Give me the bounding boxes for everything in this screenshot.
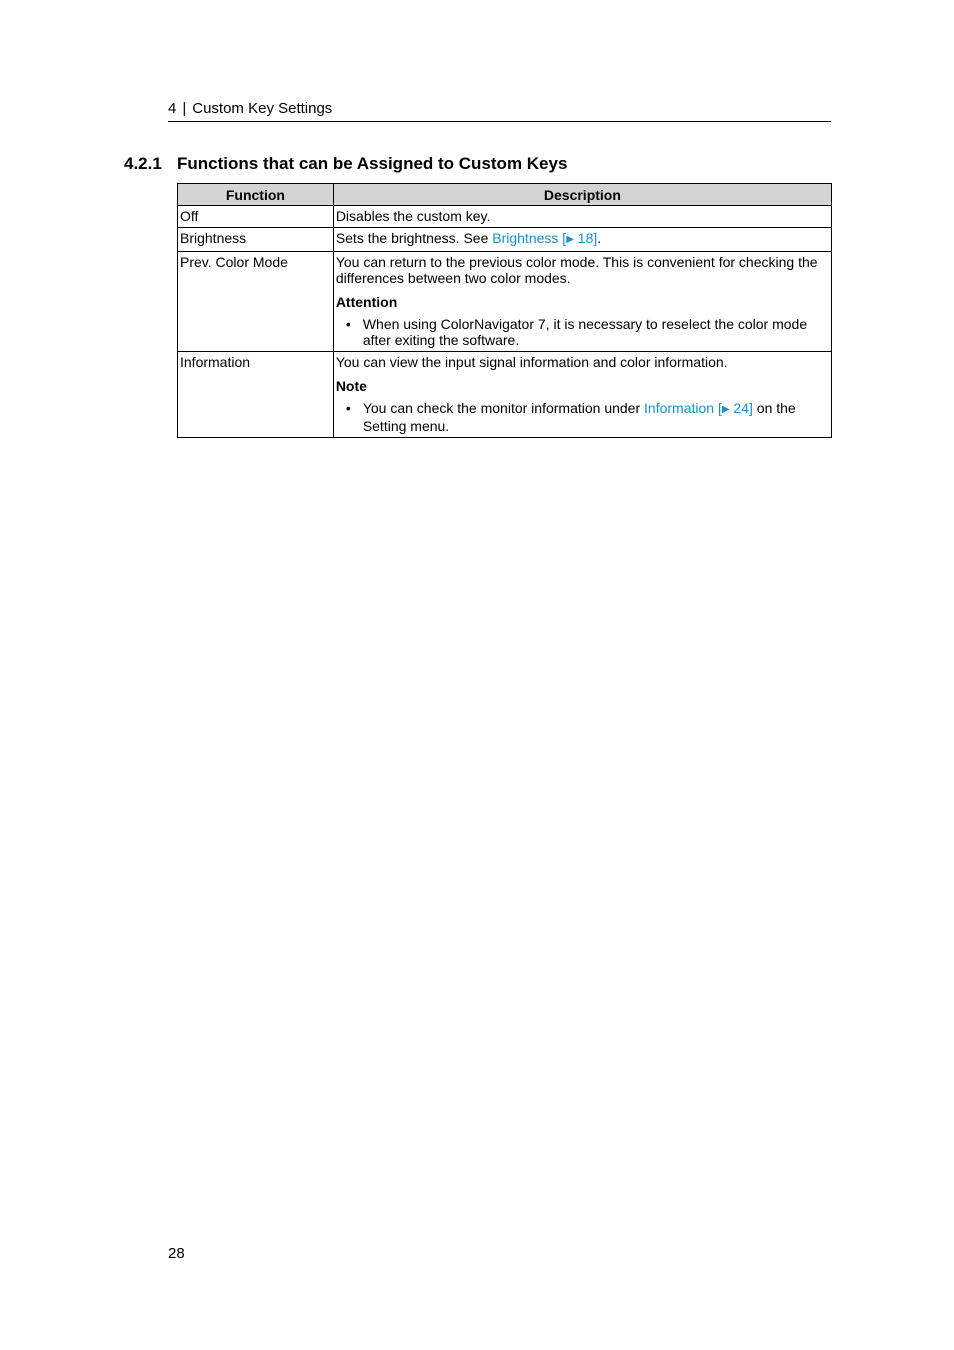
section-heading [124, 153, 567, 175]
description-text: You can view the input signal information and color information. [335, 354, 728, 370]
brightness-link[interactable] [492, 230, 597, 246]
description-cell: Disables the custom key. [333, 206, 831, 228]
note-list [336, 400, 829, 434]
play-triangle-icon: ▶ [566, 234, 574, 245]
link-text: Brightness [492, 230, 559, 246]
description-cell [333, 352, 831, 438]
page-number: 28 [168, 1245, 185, 1262]
description-text: Sets the brightness. See [335, 230, 493, 246]
link-bracket: [ [714, 400, 722, 416]
link-text: Information [644, 400, 715, 416]
function-cell: Brightness [178, 228, 334, 252]
table-row-brightness [178, 228, 832, 252]
header-separator: | [182, 100, 187, 117]
description-cell [333, 228, 831, 252]
list-item [363, 400, 829, 434]
description-cell [333, 252, 831, 352]
description-suffix: . [597, 230, 602, 246]
function-cell: Prev. Color Mode [178, 252, 334, 352]
table-row-prev-color-mode [178, 252, 832, 352]
bullet-text: You can check the monitor information under [362, 400, 645, 416]
chapter-title: Custom Key Settings [192, 100, 333, 117]
function-cell: Off [178, 206, 334, 228]
link-page: 18] [573, 230, 598, 246]
bullet-suffix: on the Setting menu. [362, 400, 796, 434]
table-header-row [178, 184, 832, 206]
description-text: You can return to the previous color mode. This is convenient for checking the differences between two color modes. [335, 254, 818, 286]
list-item: • When using ColorNavigator 7, it is necessary to reselect the color mode after exiting the software. [363, 316, 829, 348]
column-header-description: Description [333, 184, 831, 206]
table-row-off [178, 206, 832, 228]
attention-title: Attention [335, 294, 398, 310]
section-number: 4.2.1 [124, 154, 162, 173]
information-link[interactable] [644, 400, 753, 416]
note-title: Note [335, 378, 367, 394]
section-title: Functions that can be Assigned to Custom Keys [177, 154, 568, 173]
link-page: 24] [729, 400, 753, 416]
attention-list [336, 316, 829, 348]
play-triangle-icon: ▶ [721, 404, 730, 415]
chapter-number: 4 [168, 100, 177, 117]
table-row-information [178, 352, 832, 438]
functions-table [177, 183, 832, 438]
link-bracket: [ [558, 230, 567, 246]
column-header-function: Function [178, 184, 334, 206]
running-header [168, 99, 831, 122]
function-cell: Information [178, 352, 334, 438]
